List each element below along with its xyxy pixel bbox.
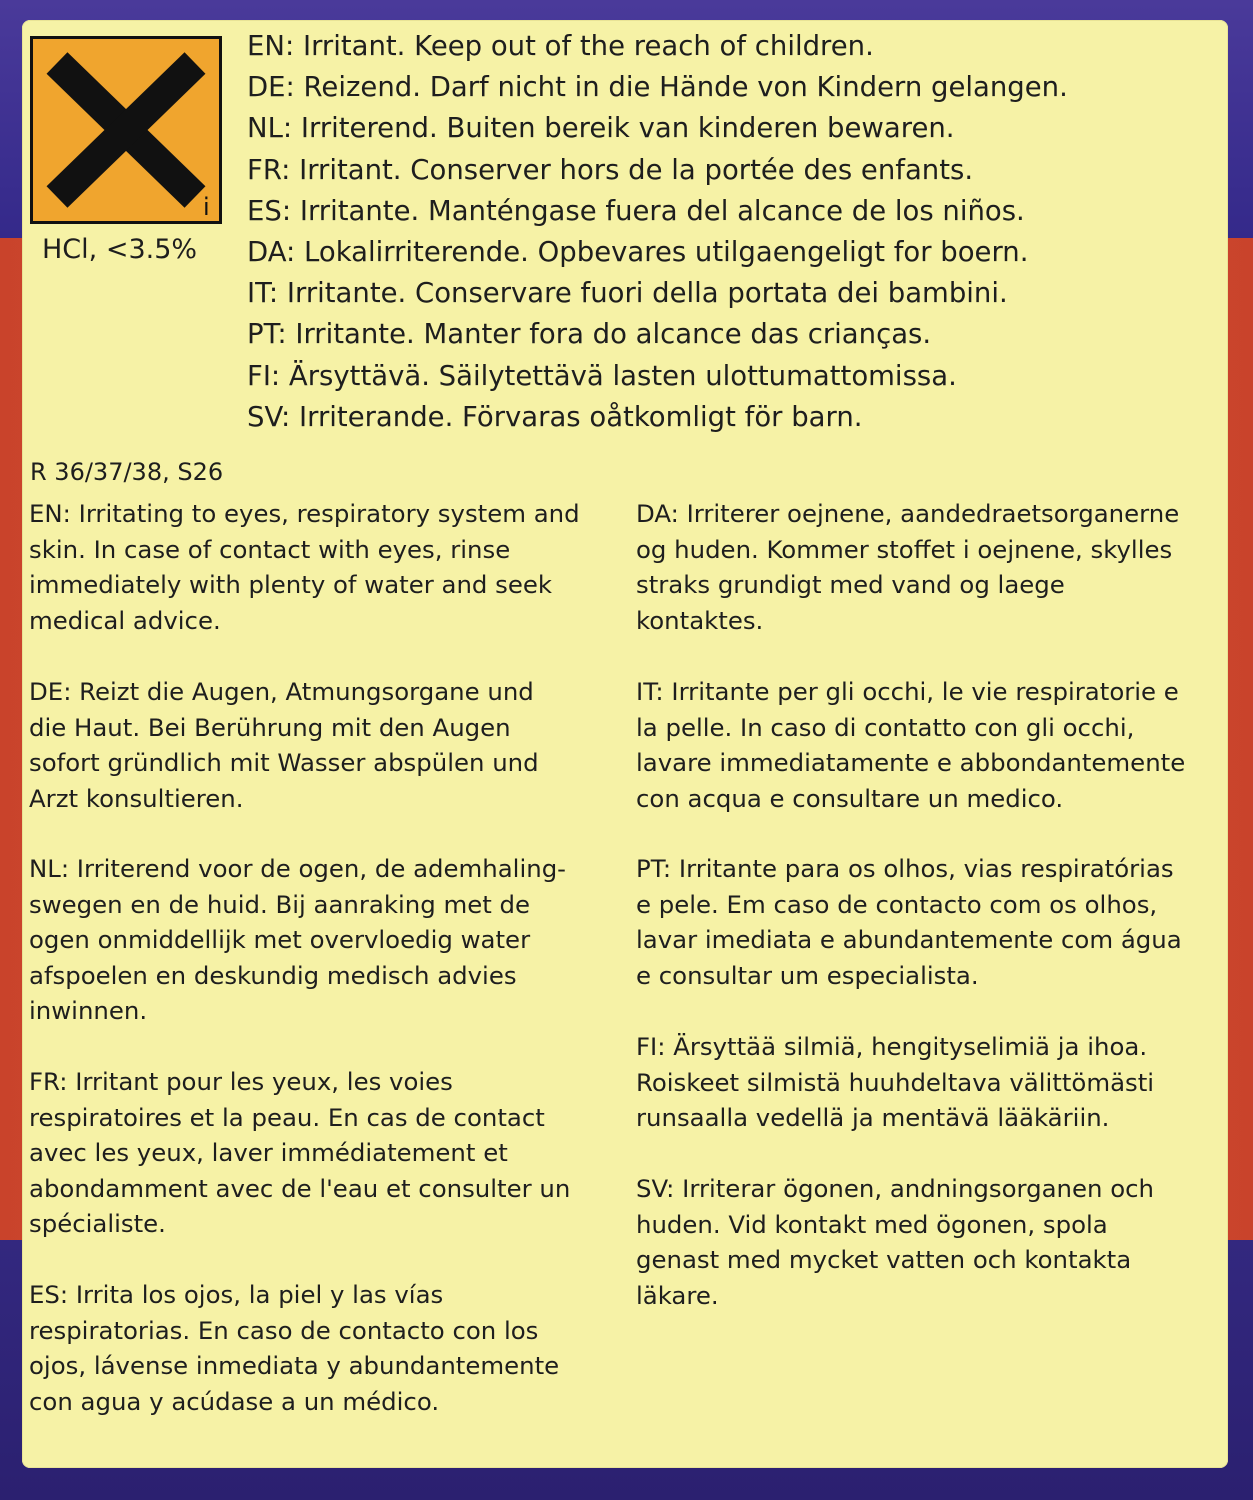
safety-paragraph-es: ES: Irrita los ojos, la piel y las vías respiratorias. En caso de contacto con los ojos, lávense inmediata y abundantemente con agua y acúdase a un médico. <box>29 1280 560 1416</box>
warning-line-de: DE: Reizend. Darf nicht in die Hände von Kindern gelangen. <box>247 71 1068 104</box>
safety-paragraph-da: DA: Irriterer oejnene, aandedraetsorganerne og huden. Kommer stoffet i oejnene, skylles straks grundigt med vand og laege kontaktes. <box>636 499 1180 635</box>
warning-line-en: EN: Irritant. Keep out of the reach of children. <box>247 30 874 62</box>
warning-line-sv: SV: Irriterande. Förvaras oåtkomligt för barn. <box>247 400 863 433</box>
safety-paragraph-it: IT: Irritante per gli occhi, le vie respiratorie e la pelle. In caso di contatto con gli occhi, lavare immediatamente e abbondantemente con acqua e consultare un medico. <box>636 677 1186 813</box>
safety-paragraph-pt: PT: Irritante para os olhos, vias respiratórias e pele. Em caso de contacto com os olhos, lavar imediata e abundantemente com água e consultar um especialista. <box>636 854 1182 990</box>
warning-line-fr: FR: Irritant. Conserver hors de la portée des enfants. <box>247 153 974 186</box>
hazard-substance-label: HCl, <3.5% <box>42 234 198 265</box>
warning-line-pt: PT: Irritante. Manter fora do alcance das crianças. <box>247 318 932 351</box>
warning-line-nl: NL: Irriterend. Buiten bereik van kinderen bewaren. <box>247 112 955 145</box>
safety-paragraph-de: DE: Reizt die Augen, Atmungsorgane und die Haut. Bei Berührung mit den Augen sofort gründlich mit Wasser abspülen und Arzt konsultieren. <box>29 677 539 813</box>
warning-line-fi: FI: Ärsyttävä. Säilytettävä lasten ulottumattomissa. <box>247 359 957 392</box>
risk-phrase-code: R 36/37/38, S26 <box>30 458 224 486</box>
safety-paragraph-fi: FI: Ärsyttää silmiä, hengityselimiä ja ihoa. Roiskeet silmistä huuhdeltava välittömästi runsaalla vedellä ja mentävä lääkäriin. <box>636 1032 1155 1132</box>
warning-line-it: IT: Irritante. Conservare fuori della portata dei bambini. <box>247 277 1008 310</box>
warning-line-es: ES: Irritante. Manténgase fuera del alcance de los niños. <box>247 194 1025 227</box>
safety-paragraph-nl: NL: Irriterend voor de ogen, de ademhaling- swegen en de huid. Bij aanraking met de ogen onmiddellijk met overvloedig water afspoelen en deskundig medisch advies inwinnen. <box>29 854 566 1025</box>
safety-paragraph-sv: SV: Irriterar ögonen, andningsorganen och huden. Vid kontakt med ögonen, spola genast med mycket vatten och kontakta läkare. <box>636 1174 1155 1310</box>
warning-line-da: DA: Lokalirriterende. Opbevares utilgaengeligt for boern. <box>247 235 1029 268</box>
child-safety-warnings <box>247 26 1068 438</box>
hazard-corner-mark: i <box>203 193 210 221</box>
safety-paragraph-en: EN: Irritating to eyes, respiratory system and skin. In case of contact with eyes, rinse immediately with plenty of water and seek medical advice. <box>29 499 580 635</box>
safety-paragraph-fr: FR: Irritant pour les yeux, les voies respiratoires et la peau. En cas de contact avec les yeux, laver immédiatement et abondamment avec de l'eau et consulter un spécialiste. <box>29 1067 571 1238</box>
harmful-irritant-x-icon <box>30 36 222 224</box>
